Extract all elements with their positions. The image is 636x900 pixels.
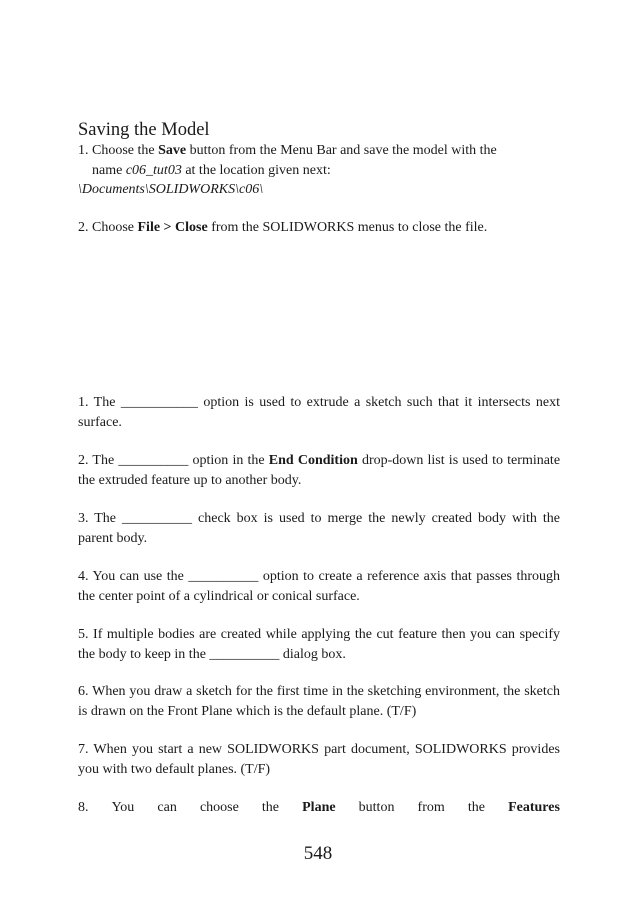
question-6: 6. When you draw a sketch for the first time in the sketching environment, the sketch is drawn on the Front Plane which is the default plane. (T/F) bbox=[78, 684, 560, 719]
step-number: 1. bbox=[78, 143, 89, 158]
answer-blank: __________ bbox=[188, 569, 259, 584]
question-5: 5. If multiple bodies are created while applying the cut feature then you can specify the body to keep in the __________ dialog box. bbox=[78, 625, 560, 664]
file-name: c06_tut03 bbox=[125, 162, 182, 178]
question-3: 3. The __________ check box is used to merge the newly created body with the parent body. bbox=[78, 511, 560, 546]
menu-path: File > Close bbox=[137, 220, 208, 235]
question-2: 2. The __________ option in the End Condition drop-down list is used to terminate the extruded feature up to another body. bbox=[78, 453, 561, 488]
answer-blank: __________ bbox=[209, 646, 280, 662]
step-2: 2. Choose File > Close from the SOLIDWORKS menus to close the file. bbox=[78, 220, 488, 235]
plane-keyword: Plane bbox=[302, 800, 336, 815]
page-number: 548 bbox=[303, 843, 333, 864]
answer-blank: __________ bbox=[122, 511, 193, 526]
section-heading: Saving the Model bbox=[78, 120, 210, 140]
features-keyword: Features bbox=[508, 800, 560, 815]
step-number: 2. bbox=[78, 220, 89, 235]
question-7: 7. When you start a new SOLIDWORKS part document, SOLIDWORKS provides you with two default planes. (T/F) bbox=[78, 742, 560, 777]
file-path: \Documents\SOLIDWORKS\c06\ bbox=[78, 182, 264, 197]
question-1: 1. The ___________ option is used to extrude a sketch such that it intersects next surface. bbox=[78, 395, 561, 430]
step-1: 1. Choose the Save button from the Menu Bar and save the model with the name c06_tut03 at the location given next: \Documents\SOLIDWORKS\c06\ bbox=[78, 143, 497, 197]
end-condition-keyword: End Condition bbox=[268, 453, 358, 468]
question-4: 4. You can use the __________ option to create a reference axis that passes through the center point of a cylindrical or conical surface. bbox=[78, 569, 561, 604]
save-keyword: Save bbox=[158, 143, 187, 158]
question-8: 8. You can choose the Plane button from the Features bbox=[78, 798, 560, 818]
answer-blank: ___________ bbox=[120, 395, 198, 410]
answer-blank: __________ bbox=[118, 453, 189, 468]
